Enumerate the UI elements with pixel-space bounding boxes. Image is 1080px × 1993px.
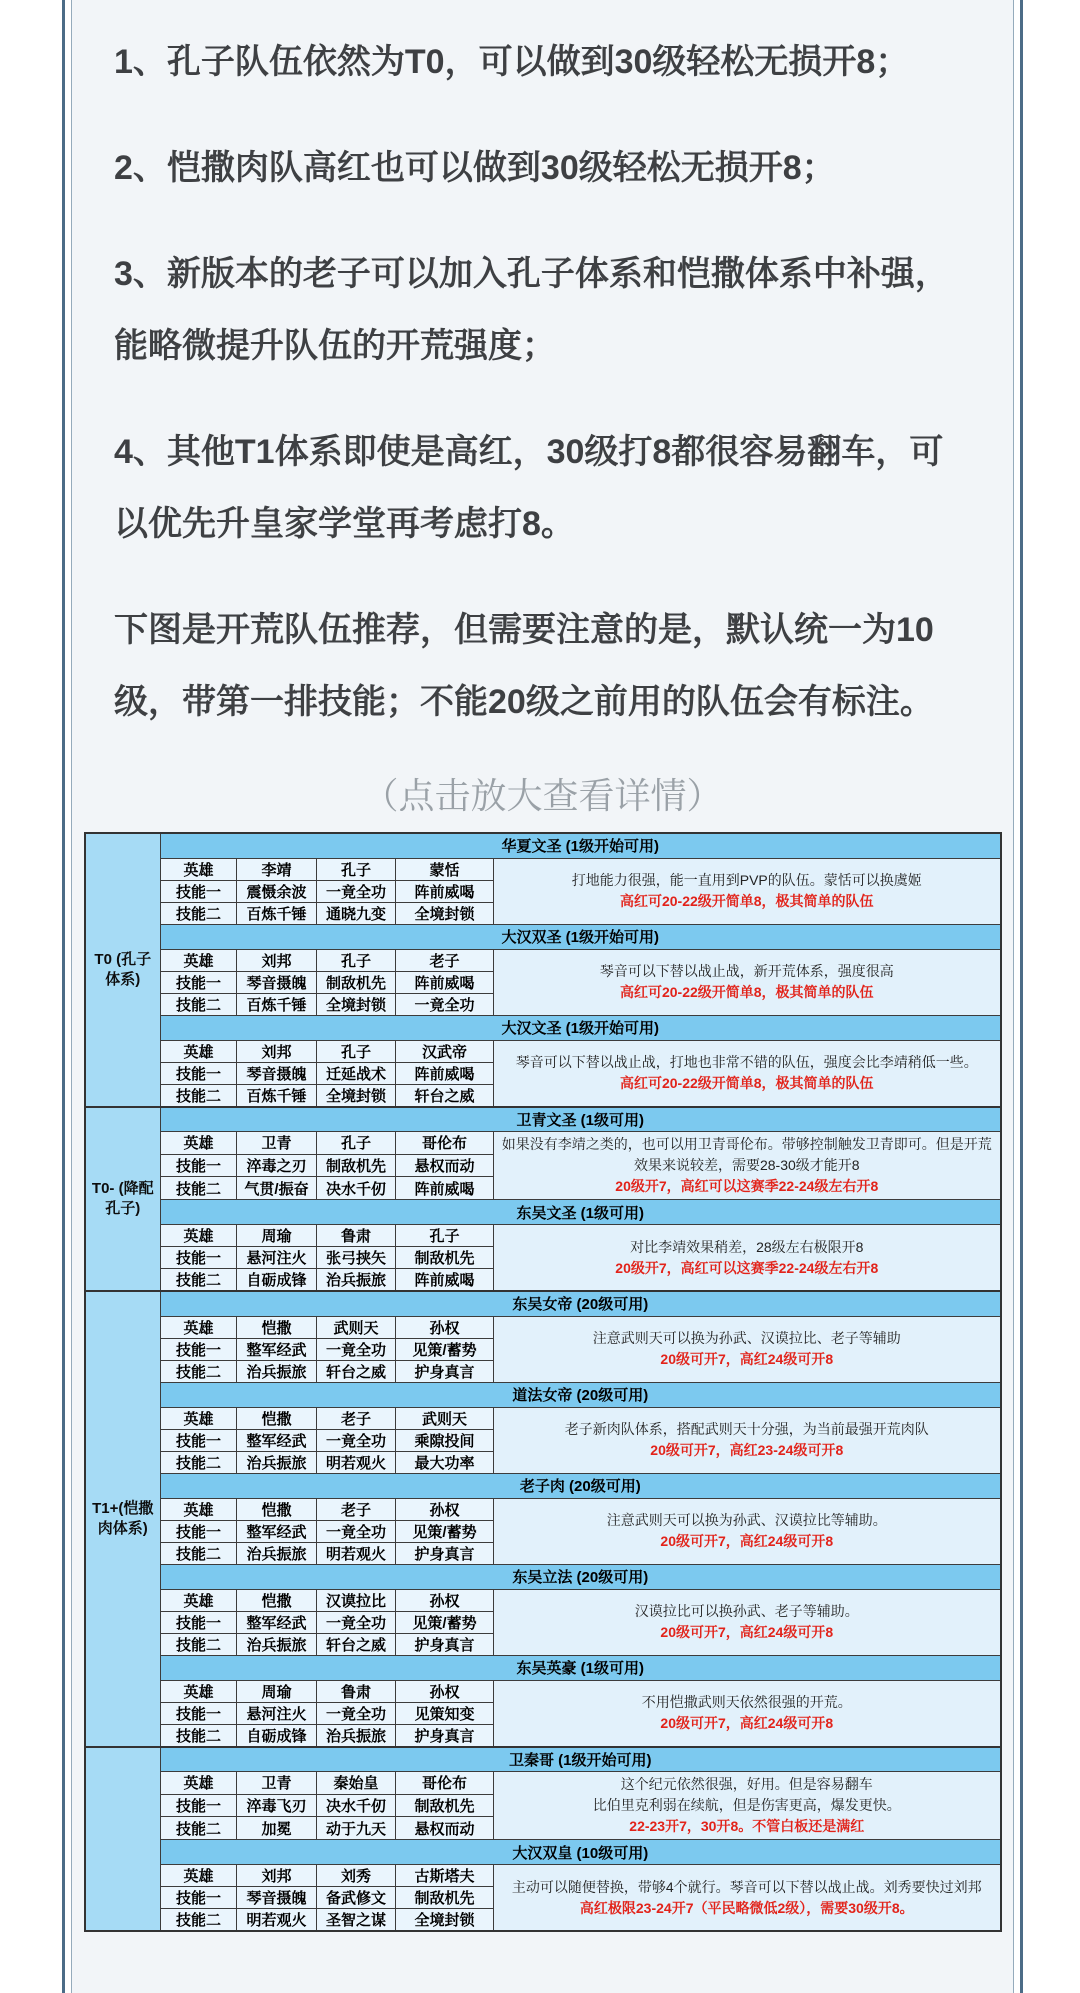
skill-cell: 备武修文 <box>317 1887 396 1909</box>
team-desc-cell <box>494 1865 1001 1932</box>
row-label-cell: 技能二 <box>161 1451 237 1473</box>
skill-cell: 气贯/振奋 <box>237 1177 317 1200</box>
skill-cell: 决水千仞 <box>317 1177 396 1200</box>
skill-cell: 整军经武 <box>237 1520 317 1542</box>
team-desc-cell <box>494 949 1001 1015</box>
row-label-cell: 技能一 <box>161 1794 237 1817</box>
intro-paragraph-3: 3、新版本的老子可以加入孔子体系和恺撒体系中补强，能略微提升队伍的开荒强度； <box>114 255 949 365</box>
page-frame <box>62 0 1023 1993</box>
row-label-cell: 英雄 <box>161 1316 237 1338</box>
desc-line: 琴音可以下替以战止战，新开荒体系，强度很高 <box>599 963 894 979</box>
team-desc-cell <box>494 1040 1001 1107</box>
skill-cell: 动于九天 <box>317 1817 396 1840</box>
row-label-cell: 英雄 <box>161 1498 237 1520</box>
hero-cell: 恺撒 <box>237 1498 317 1520</box>
row-label-cell: 英雄 <box>161 1865 237 1887</box>
desc-line-red: 20级可开7，高红24级可开8 <box>660 1533 834 1549</box>
team-desc-cell <box>494 1772 1001 1840</box>
desc-line: 不用恺撒武则天依然很强的开荒。 <box>641 1694 852 1710</box>
skill-cell: 阵前威喝 <box>396 1177 494 1200</box>
hero-cell: 孙权 <box>396 1316 494 1338</box>
team-title-cell: 道法女帝 (20级可用) <box>161 1382 1001 1407</box>
skill-cell: 轩台之威 <box>396 1084 494 1107</box>
skill-cell: 张弓挟矢 <box>317 1247 396 1269</box>
team-desc-cell <box>494 1316 1001 1382</box>
hero-cell: 蒙恬 <box>396 858 494 880</box>
row-label-cell: 英雄 <box>161 1225 237 1247</box>
row-label-cell: 技能一 <box>161 1062 237 1084</box>
skill-cell: 悬河注火 <box>237 1702 317 1724</box>
skill-cell: 阵前威喝 <box>396 880 494 902</box>
desc-line-red: 20级可开7，高红24级可开8 <box>660 1624 834 1640</box>
hero-cell: 武则天 <box>317 1316 396 1338</box>
row-label-cell: 技能一 <box>161 1520 237 1542</box>
team-desc-cell <box>494 858 1001 924</box>
skill-cell: 轩台之威 <box>317 1633 396 1655</box>
hero-cell: 孔子 <box>317 858 396 880</box>
skill-cell: 治兵振旅 <box>237 1633 317 1655</box>
hero-cell: 鲁肃 <box>317 1225 396 1247</box>
skill-cell: 迁延战术 <box>317 1062 396 1084</box>
desc-line-red: 20级可开7，高红24级可开8 <box>660 1715 834 1731</box>
hero-cell: 李靖 <box>237 858 317 880</box>
skill-cell: 制敌机先 <box>317 971 396 993</box>
row-label-cell: 技能一 <box>161 1429 237 1451</box>
row-label-cell: 技能一 <box>161 880 237 902</box>
skill-cell: 明若观火 <box>317 1542 396 1564</box>
desc-line: 这个纪元依然很强，好用。但是容易翻车 <box>620 1776 873 1792</box>
skill-cell: 加冕 <box>237 1817 317 1840</box>
team-desc-cell <box>494 1407 1001 1473</box>
skill-cell: 一竟全功 <box>317 1520 396 1542</box>
desc-line-red: 高红可20-22级开简单8，极其简单的队伍 <box>619 984 874 1000</box>
skill-cell: 制敌机先 <box>396 1247 494 1269</box>
skill-cell: 琴音摄魄 <box>237 1887 317 1909</box>
hero-cell: 哥伦布 <box>396 1772 494 1795</box>
team-title-cell: 大汉文圣 (1级开始可用) <box>161 1015 1001 1040</box>
skill-cell: 护身真言 <box>396 1542 494 1564</box>
skill-cell: 见策/蓄势 <box>396 1338 494 1360</box>
row-label-cell: 技能二 <box>161 1177 237 1200</box>
skill-cell: 一竟全功 <box>317 1429 396 1451</box>
hero-cell: 汉谟拉比 <box>317 1589 396 1611</box>
group-label-cell <box>85 1747 161 1932</box>
row-label-cell: 技能二 <box>161 1542 237 1564</box>
desc-line-red: 高红极限23-24开7（平民略微低2级），需要30级开8。 <box>579 1899 914 1916</box>
skill-cell: 淬毒飞刃 <box>237 1794 317 1817</box>
skill-cell: 百炼千锤 <box>237 993 317 1015</box>
skill-cell: 百炼千锤 <box>237 902 317 924</box>
hero-cell: 刘秀 <box>317 1865 396 1887</box>
group-label-cell: T0 (孔子体系) <box>85 833 161 1107</box>
skill-cell: 全境封锁 <box>396 1909 494 1932</box>
skill-cell: 阵前威喝 <box>396 1062 494 1084</box>
desc-line: 老子新肉队体系，搭配武则天十分强，为当前最强开荒肉队 <box>564 1421 929 1437</box>
skill-cell: 一竟全功 <box>317 1702 396 1724</box>
hero-cell: 刘邦 <box>237 1865 317 1887</box>
hero-cell: 恺撒 <box>237 1407 317 1429</box>
desc-line-red: 22-23开7，30开8。不管白板还是满红 <box>629 1818 865 1834</box>
intro-paragraph-4: 4、其他T1体系即使是高红，30级打8都很容易翻车，可以优先升皇家学堂再考虑打8。 <box>114 433 944 543</box>
hero-cell: 哥伦布 <box>396 1132 494 1155</box>
skill-cell: 制敌机先 <box>317 1154 396 1177</box>
skill-cell: 治兵振旅 <box>237 1542 317 1564</box>
desc-line: 注意武则天可以换为孙武、汉谟拉比等辅助。 <box>606 1512 887 1528</box>
skill-cell: 悬河注火 <box>237 1247 317 1269</box>
row-label-cell: 技能一 <box>161 1611 237 1633</box>
skill-cell: 治兵振旅 <box>317 1269 396 1292</box>
row-label-cell: 技能一 <box>161 1338 237 1360</box>
skill-cell: 琴音摄魄 <box>237 1062 317 1084</box>
skill-cell: 明若观火 <box>317 1451 396 1473</box>
hero-cell: 武则天 <box>396 1407 494 1429</box>
row-label-cell: 技能一 <box>161 1702 237 1724</box>
skill-cell: 见策知变 <box>396 1702 494 1724</box>
skill-cell: 全境封锁 <box>317 1084 396 1107</box>
skill-cell: 见策/蓄势 <box>396 1611 494 1633</box>
skill-cell: 治兵振旅 <box>237 1360 317 1382</box>
desc-line-red: 20级可开7，高红24级可开8 <box>660 1351 834 1367</box>
skill-cell: 通晓九变 <box>317 902 396 924</box>
skill-cell: 整军经武 <box>237 1338 317 1360</box>
row-label-cell: 英雄 <box>161 1772 237 1795</box>
skill-cell: 一竟全功 <box>317 880 396 902</box>
hero-cell: 周瑜 <box>237 1680 317 1702</box>
skill-cell: 轩台之威 <box>317 1360 396 1382</box>
team-desc-cell <box>494 1498 1001 1564</box>
team-desc-cell <box>494 1680 1001 1747</box>
hero-cell: 古斯塔夫 <box>396 1865 494 1887</box>
desc-line-red: 20级开7，高红可以这赛季22-24级左右开8 <box>615 1178 879 1194</box>
row-label-cell: 英雄 <box>161 1407 237 1429</box>
desc-line: 对比李靖效果稍差，28级左右极限开8 <box>630 1238 864 1255</box>
skill-cell: 整军经武 <box>237 1611 317 1633</box>
hero-cell: 恺撒 <box>237 1589 317 1611</box>
hero-cell: 孔子 <box>396 1225 494 1247</box>
hero-cell: 卫青 <box>237 1772 317 1795</box>
desc-line: 效果来说较差，需要28-30级才能开8 <box>633 1157 860 1173</box>
row-label-cell: 技能二 <box>161 1724 237 1747</box>
skill-cell: 自砺成锋 <box>237 1724 317 1747</box>
skill-cell: 最大功率 <box>396 1451 494 1473</box>
row-label-cell: 技能一 <box>161 1154 237 1177</box>
hero-cell: 周瑜 <box>237 1225 317 1247</box>
team-title-cell: 卫青文圣 (1级可用) <box>161 1107 1001 1132</box>
skill-cell: 阵前威喝 <box>396 1269 494 1292</box>
team-title-cell: 东吴立法 (20级可用) <box>161 1564 1001 1589</box>
row-label-cell: 技能二 <box>161 1633 237 1655</box>
team-title-cell: 大汉双圣 (1级开始可用) <box>161 924 1001 949</box>
team-title-cell: 东吴英豪 (1级可用) <box>161 1655 1001 1680</box>
hero-cell: 孙权 <box>396 1680 494 1702</box>
skill-cell: 悬权而动 <box>396 1154 494 1177</box>
skill-cell: 决水千仞 <box>317 1794 396 1817</box>
team-title-cell: 大汉双皇 (10级可用) <box>161 1840 1001 1865</box>
skill-cell: 整军经武 <box>237 1429 317 1451</box>
desc-line: 如果没有李靖之类的，也可以用卫青哥伦布。带够控制触发卫青即可。但是开荒 <box>501 1136 992 1152</box>
hero-cell: 老子 <box>317 1407 396 1429</box>
team-desc-cell <box>494 1132 1001 1200</box>
skill-cell: 一竟全功 <box>317 1338 396 1360</box>
row-label-cell: 技能一 <box>161 971 237 993</box>
skill-cell: 制敌机先 <box>396 1794 494 1817</box>
skill-cell: 制敌机先 <box>396 1887 494 1909</box>
row-label-cell: 技能二 <box>161 1909 237 1932</box>
skill-cell: 震慑余波 <box>237 880 317 902</box>
row-label-cell: 技能一 <box>161 1887 237 1909</box>
intro-paragraph-5: 下图是开荒队伍推荐，但需要注意的是，默认统一为10级，带第一排技能；不能20级之前用的队伍会有标注。 <box>114 611 934 721</box>
skill-cell: 淬毒之刃 <box>237 1154 317 1177</box>
desc-line-red: 高红可20-22级开简单8，极其简单的队伍 <box>619 1075 874 1091</box>
hero-cell: 孙权 <box>396 1498 494 1520</box>
hero-cell: 秦始皇 <box>317 1772 396 1795</box>
row-label-cell: 技能二 <box>161 1360 237 1382</box>
hero-cell: 汉武帝 <box>396 1040 494 1062</box>
hero-cell: 孔子 <box>317 1040 396 1062</box>
desc-line: 主动可以随便替换，带够4个就行。琴音可以下替以战止战。刘秀要快过刘邦 <box>511 1878 982 1895</box>
skill-cell: 全境封锁 <box>317 993 396 1015</box>
skill-cell: 明若观火 <box>237 1909 317 1932</box>
hero-cell: 孙权 <box>396 1589 494 1611</box>
intro-paragraph-1: 1、孔子队伍依然为T0，可以做到30级轻松无损开8； <box>114 43 910 81</box>
hero-cell: 恺撒 <box>237 1316 317 1338</box>
desc-line: 琴音可以下替以战止战，打地也非常不错的队伍，强度会比李靖稍低一些。 <box>515 1054 978 1070</box>
skill-cell: 见策/蓄势 <box>396 1520 494 1542</box>
team-table-image[interactable] <box>84 832 1002 1932</box>
row-label-cell: 技能二 <box>161 902 237 924</box>
desc-line: 汉谟拉比可以换孙武、老子等辅助。 <box>634 1603 859 1619</box>
skill-cell: 护身真言 <box>396 1724 494 1747</box>
team-title-cell: 东吴女帝 (20级可用) <box>161 1291 1001 1316</box>
page-content <box>71 0 1014 1993</box>
team-desc-cell <box>494 1225 1001 1292</box>
row-label-cell: 英雄 <box>161 858 237 880</box>
team-title-cell: 华夏文圣 (1级开始可用) <box>161 833 1001 858</box>
team-title-cell: 东吴文圣 (1级可用) <box>161 1200 1001 1225</box>
hero-cell: 刘邦 <box>237 1040 317 1062</box>
hero-cell: 老子 <box>317 1498 396 1520</box>
hero-cell: 孔子 <box>317 1132 396 1155</box>
desc-line: 注意武则天可以换为孙武、汉谟拉比、老子等辅助 <box>592 1330 901 1346</box>
desc-line: 打地能力很强，能一直用到PVP的队伍。蒙恬可以换虞姬 <box>571 872 922 888</box>
row-label-cell: 英雄 <box>161 1589 237 1611</box>
skill-cell: 护身真言 <box>396 1633 494 1655</box>
desc-line: 比伯里克利弱在续航，但是伤害更高，爆发更快。 <box>592 1797 901 1813</box>
skill-cell: 阵前威喝 <box>396 971 494 993</box>
team-title-cell: 卫秦哥 (1级开始可用) <box>161 1747 1001 1772</box>
hero-cell: 老子 <box>396 949 494 971</box>
hero-cell: 鲁肃 <box>317 1680 396 1702</box>
skill-cell: 圣智之谋 <box>317 1909 396 1932</box>
intro-paragraph-2: 2、恺撒肉队高红也可以做到30级轻松无损开8； <box>114 149 836 187</box>
group-label-cell: T1+(恺撒肉体系) <box>85 1291 161 1747</box>
team-table <box>84 832 1002 1932</box>
row-label-cell: 英雄 <box>161 1132 237 1155</box>
skill-cell: 百炼千锤 <box>237 1084 317 1107</box>
group-label-cell: T0- (降配孔子) <box>85 1107 161 1292</box>
row-label-cell: 技能一 <box>161 1247 237 1269</box>
row-label-cell: 英雄 <box>161 949 237 971</box>
row-label-cell: 技能二 <box>161 1269 237 1292</box>
skill-cell: 自砺成锋 <box>237 1269 317 1292</box>
hero-cell: 孔子 <box>317 949 396 971</box>
zoom-hint-caption: （点击放大查看详情） <box>362 775 723 816</box>
desc-line-red: 高红可20-22级开简单8，极其简单的队伍 <box>619 893 874 909</box>
team-title-cell: 老子肉 (20级可用) <box>161 1473 1001 1498</box>
hero-cell: 刘邦 <box>237 949 317 971</box>
row-label-cell: 英雄 <box>161 1680 237 1702</box>
desc-line-red: 20级可开7，高红23-24级可开8 <box>650 1442 844 1458</box>
skill-cell: 琴音摄魄 <box>237 971 317 993</box>
skill-cell: 悬权而动 <box>396 1817 494 1840</box>
row-label-cell: 技能二 <box>161 1817 237 1840</box>
skill-cell: 治兵振旅 <box>317 1724 396 1747</box>
team-desc-cell <box>494 1589 1001 1655</box>
row-label-cell: 技能二 <box>161 1084 237 1107</box>
skill-cell: 治兵振旅 <box>237 1451 317 1473</box>
row-label-cell: 英雄 <box>161 1040 237 1062</box>
skill-cell: 护身真言 <box>396 1360 494 1382</box>
skill-cell: 全境封锁 <box>396 902 494 924</box>
hero-cell: 卫青 <box>237 1132 317 1155</box>
desc-line-red: 20级开7，高红可以这赛季22-24级左右开8 <box>615 1259 879 1276</box>
skill-cell: 一竟全功 <box>396 993 494 1015</box>
row-label-cell: 技能二 <box>161 993 237 1015</box>
skill-cell: 乘隙投间 <box>396 1429 494 1451</box>
skill-cell: 一竟全功 <box>317 1611 396 1633</box>
